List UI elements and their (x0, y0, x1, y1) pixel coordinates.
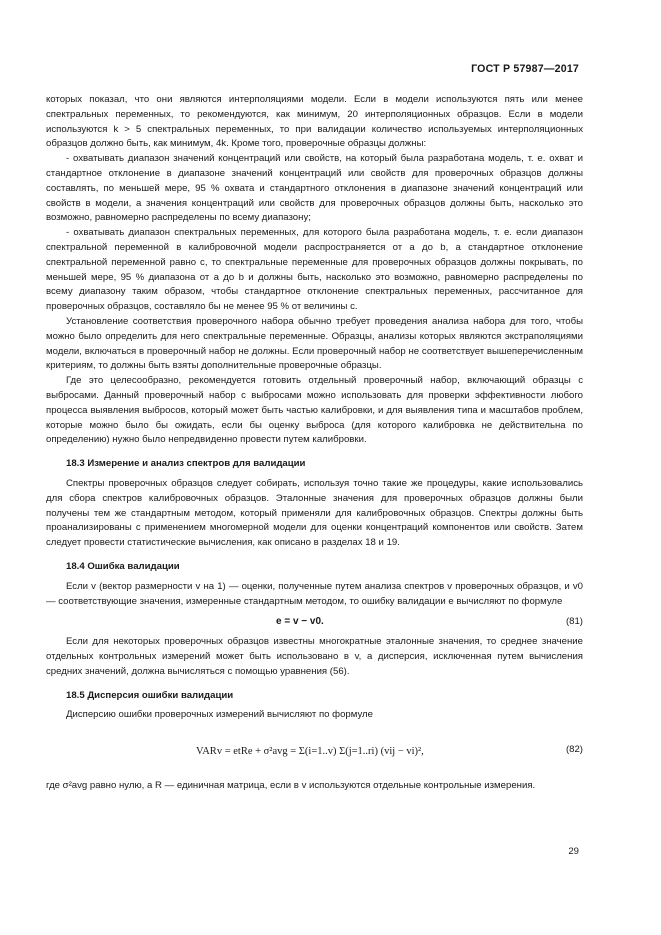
formula-number: (82) (565, 744, 583, 756)
formula-text: VARv = etRe + σ²avg = Σ(i=1..v) Σ(j=1..ri) (vij − vi)², (196, 746, 424, 758)
paragraph: Спектры проверочных образцов следует собирать, используя точно такие же процедуры, какие использовались для сбора спектров калибровочных образцов. Эталонные значения для проверочных образцов должны были получены тем же стандартным методом, который применяли для калибровочных образцов. Спектры должны быть проанализированы с применением многомерной модели для оценки концентраций компонентов или свойств. Затем следует провести статистические вычисления, как описано в разделах 18 и 19. (46, 477, 583, 549)
paragraph: Где это целесообразно, рекомендуется готовить отдельный проверочный набор, включающий образцы с выбросами. Данный проверочный набор с выбросами можно использовать для проверки эффективности любого процесса выявления выбросов, который может быть частью калибровки, и для выявления типа и масштабов проблем, которые можно было бы ожидать, если бы оценку выброса (для которого калибровка не действительна по определению) нужно было непредвиденно провести путем калибровки. (46, 375, 583, 446)
paragraph: Дисперсию ошибки проверочных измерений вычисляют по формуле (66, 709, 373, 721)
variance-formula-graphic (186, 727, 446, 773)
page-number: 29 (568, 846, 579, 857)
formula-text: e = v − v0. (276, 616, 324, 628)
formula-number: (81) (565, 616, 583, 628)
list-item: - охватывать диапазон спектральных переменных, для которого была разработана модель, т. е. если диапазон спектральной переменной в калибровочной модели распространяется от a до b, а стандартное отклонение спектральной переменной равно c, то спектральные переменные для проверочных образцов должны покрывать, по меньшей мере, 95 % диапазона от a до b и должны быть, насколько это возможно, равномерно распределены по всему диапазону таким образом, чтобы стандартное отклонение спектральных переменных, рассчитанное для проверочных образцов, составляло бы не менее 95 % от величины c. (46, 227, 583, 313)
section-heading-18-3: 18.3 Измерение и анализ спектров для валидации (66, 458, 306, 470)
section-heading-18-5: 18.5 Дисперсия ошибки валидации (66, 689, 234, 701)
paragraph: Установление соответствия проверочного набора обычно требует проведения анализа набора для того, чтобы можно было определить для него спектральные переменные. Образцы, анализы которых являются экстраполяциями модели, включаться в проверочный набор не должны. Если проверочный набор не соответствует вышеперечисленным критериям, то должны быть взяты дополнительные проверочные образцы. (46, 315, 583, 372)
paragraph: где σ²avg равно нулю, а R — единичная матрица, если в v используются отдельные контрольные измерения. (46, 780, 536, 792)
paragraph: Если v (вектор размерности v на 1) — оценки, полученные путем анализа спектров v проверочных образцов, и v0 — соответствующие значения, измеренные стандартным методом, то ошибку валидации e вычисляют по формуле (46, 580, 583, 607)
section-heading-18-4: 18.4 Ошибка валидации (66, 560, 180, 572)
formula-81 (46, 612, 583, 632)
list-item: - охватывать диапазон значений концентраций или свойств, на который была разработана модель, т. е. охват и стандартное отклонение в диапазоне значений концентраций или свойств для проверочных образцов должны составлять, по меньшей мере, 95 % охвата и стандартного отклонения в диапазоне значений концентраций или свойств в модели, а значения концентраций или свойств для проверочных образцов должны быть, насколько это возможно, равномерно распределены по всему диапазону; (46, 153, 583, 224)
document-body (46, 93, 583, 794)
formula-82 (46, 727, 583, 773)
paragraph: которых показал, что они являются интерполяциями модели. Если в модели используются пять или менее спектральных переменных, то рекомендуются, как минимум, 20 интерполяционных образцов. Если в модели используются k > 5 спектральных переменных, то при валидации количество используемых интерполяционных образцов должно быть, как минимум, 4k. Кроме того, проверочные образцы должны: (46, 94, 583, 150)
document-code: ГОСТ Р 57987—2017 (471, 63, 579, 75)
paragraph: Если для некоторых проверочных образцов известны многократные эталонные значения, то среднее значение отдельных контрольных измерений может быть использовано в v, а дисперсия, исключенная путем вычисления средних значений, должна вычисляться с помощью уравнения (56). (46, 636, 583, 677)
